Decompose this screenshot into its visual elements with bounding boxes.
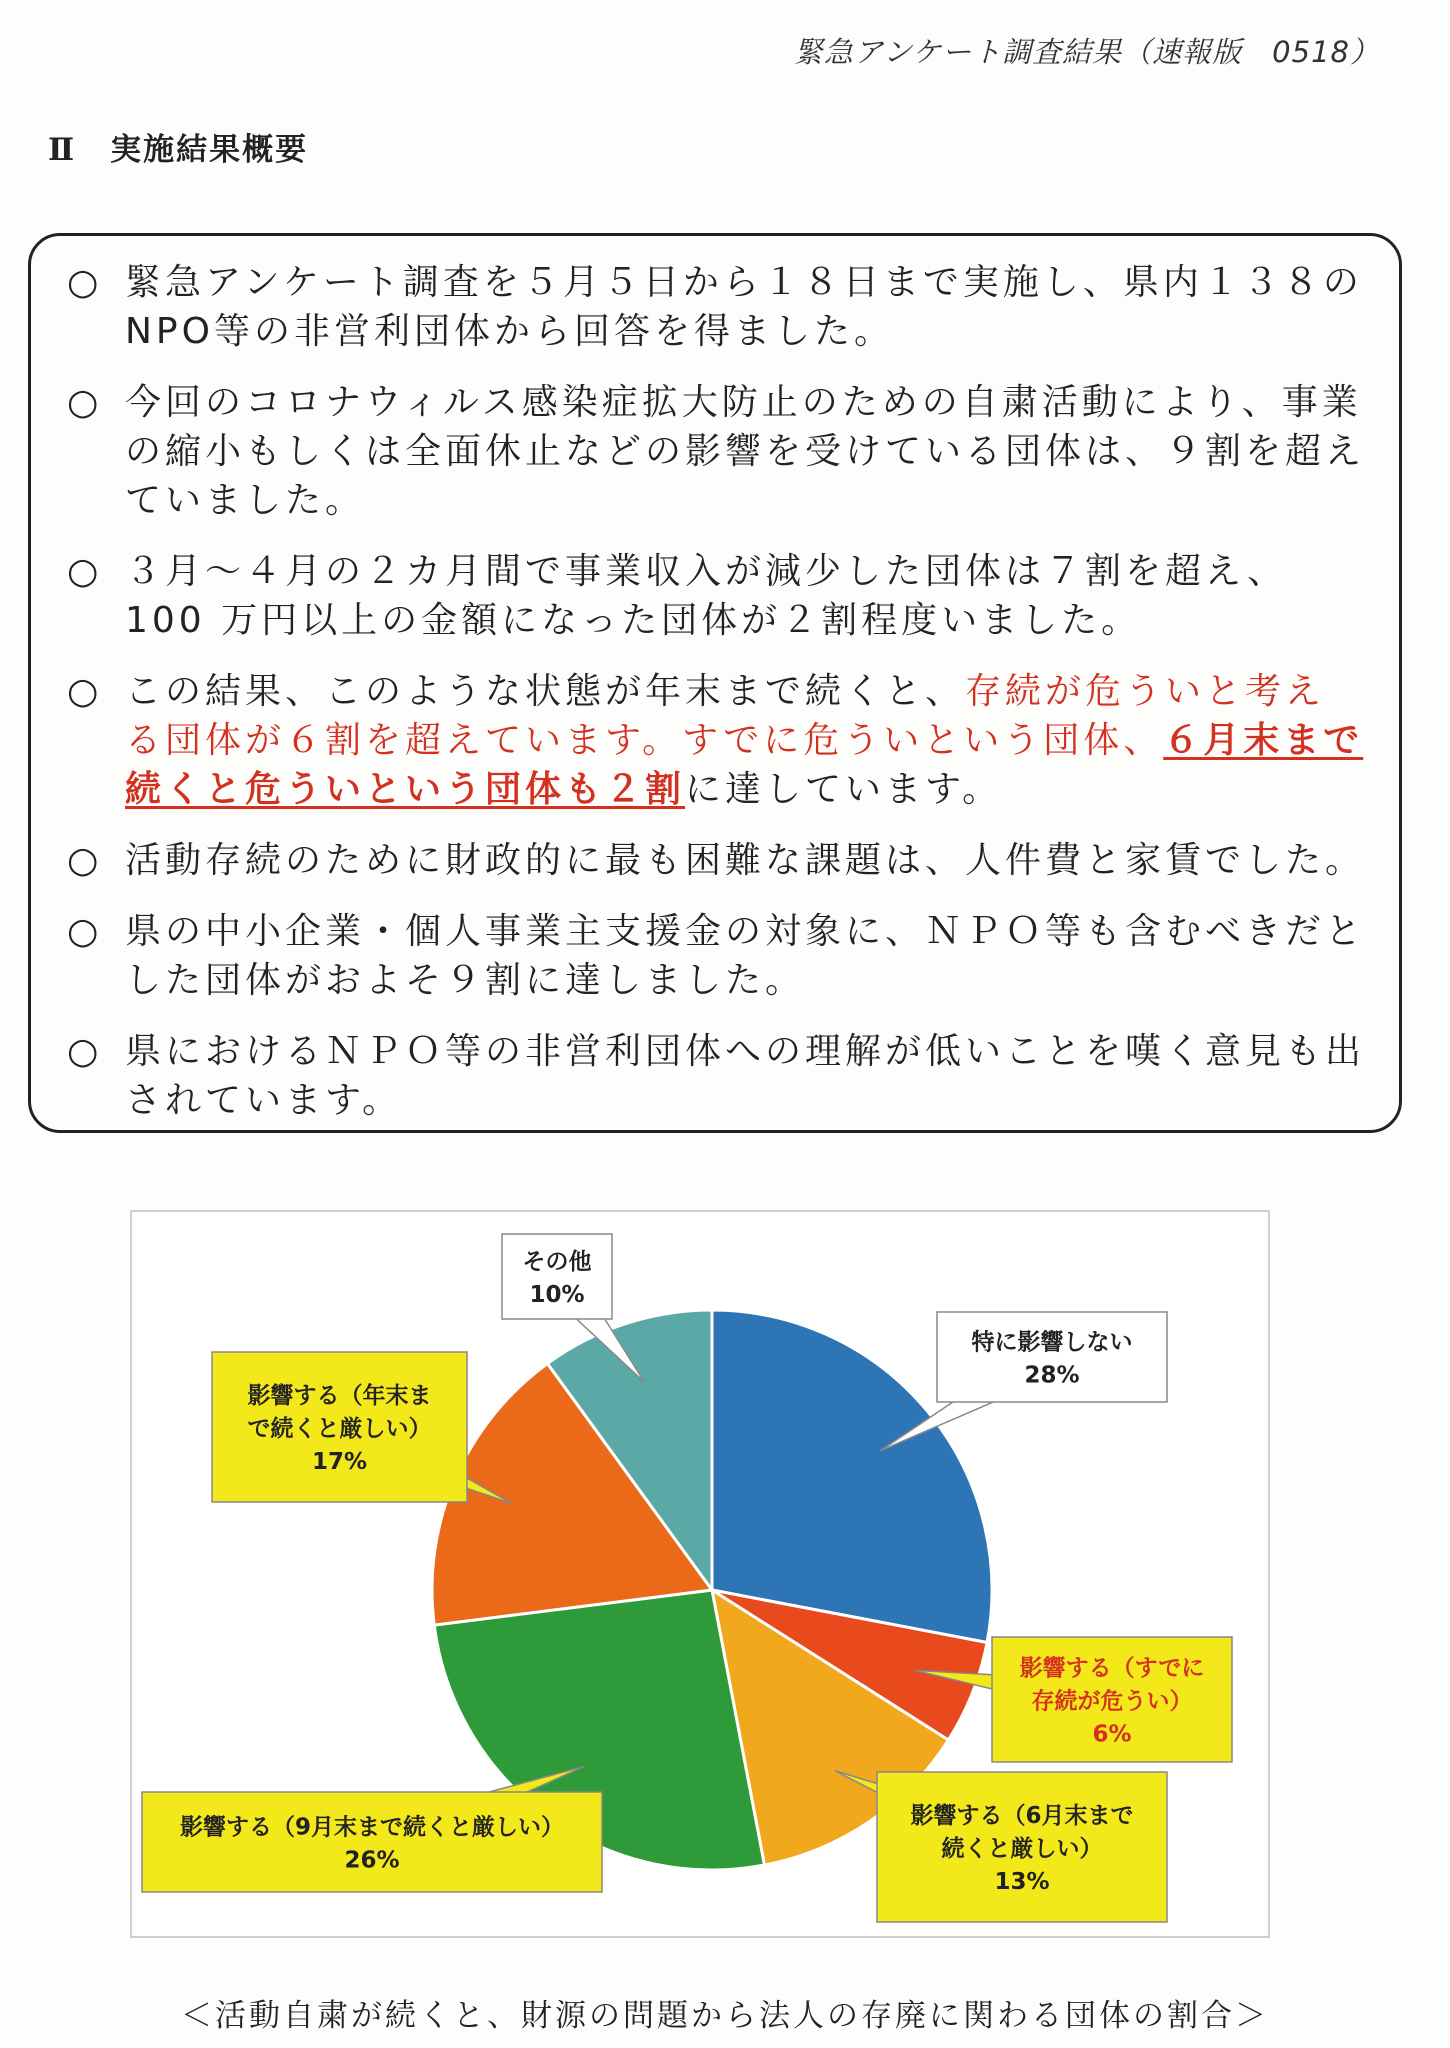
bullet-circle-icon: ○ xyxy=(67,840,103,881)
pie-chart-frame xyxy=(130,1210,1270,1938)
bullet-text: ３月～４月の２カ月間で事業収入が減少した団体は７割を超え、100 万円以上の金額になった団体が２割程度いました。 xyxy=(125,551,1288,641)
bullet-text: 緊急アンケート調査を５月５日から１８日まで実施し、県内１３８のNPO等の非営利団体から回答を得ました。 xyxy=(125,262,1363,352)
slice-category-label: 影響する（6月末まで xyxy=(910,1803,1134,1829)
slice-value-label: 28% xyxy=(1024,1362,1080,1389)
bullet-text: この結果、このような状態が年末まで続くと、 xyxy=(125,671,966,712)
slice-value-label: 17% xyxy=(311,1449,368,1475)
bullet-text: 県におけるＮＰＯ等の非営利団体への理解が低いことを嘆く意見も出されています。 xyxy=(125,1031,1366,1121)
slice-value-label: 6% xyxy=(1092,1721,1132,1748)
section-title-text: 実施結果概要 xyxy=(110,132,309,168)
bullet-circle-icon: ○ xyxy=(67,1031,103,1072)
slice-category-label: 影響する（9月末まで続くと厳しい） xyxy=(179,1814,565,1841)
callout-box xyxy=(142,1792,602,1892)
bullet-text-red: 存続が危ういと考える団体が６割を超えています。すでに危ういという団体、 xyxy=(125,671,1326,761)
summary-bullet-highlight xyxy=(67,667,1365,814)
summary-bullet xyxy=(67,258,1365,356)
pie-chart xyxy=(132,1212,1272,1940)
slice-category-label: その他 xyxy=(522,1249,592,1275)
summary-bullet xyxy=(67,378,1365,525)
bullet-circle-icon: ○ xyxy=(67,382,103,423)
callout-box xyxy=(937,1312,1167,1402)
slice-category-label: 影響する（すでに xyxy=(1019,1655,1205,1682)
bullet-circle-icon: ○ xyxy=(67,262,103,303)
bullet-circle-icon: ○ xyxy=(67,911,103,952)
slice-value-label: 13% xyxy=(994,1869,1050,1895)
bullet-circle-icon: ○ xyxy=(67,551,103,592)
summary-bullet xyxy=(67,907,1365,1005)
slice-value-label: 10% xyxy=(529,1282,585,1308)
summary-bullet xyxy=(67,1027,1365,1125)
bullet-text-red-underline: ６月末まで続くと危ういという団体も２割 xyxy=(125,720,1364,810)
section-title xyxy=(48,124,308,169)
summary-bullet xyxy=(67,836,1365,885)
bullet-text: に達しています。 xyxy=(685,769,1003,810)
summary-box xyxy=(28,233,1402,1133)
bullet-text: 県の中小企業・個人事業主支援金の対象に、ＮＰＯ等も含むべきだとした団体がおよそ９割に達しました。 xyxy=(125,911,1366,1001)
summary-bullet xyxy=(67,547,1365,645)
slice-category-label: で続くと厳しい） xyxy=(247,1416,432,1442)
slice-value-label: 26% xyxy=(344,1847,400,1874)
bullet-text: 活動存続のために財政的に最も困難な課題は、人件費と家賃でした。 xyxy=(125,840,1366,881)
bullet-circle-icon: ○ xyxy=(67,671,103,712)
slice-category-label: 影響する（年末ま xyxy=(247,1383,432,1409)
chart-caption: ＜活動自粛が続くと、財源の問題から法人の存廃に関わる団体の割合＞ xyxy=(181,1998,1269,2034)
bullet-text: 今回のコロナウィルス感染症拡大防止のための自粛活動により、事業の縮小もしくは全面休止などの影響を受けている団体は、９割を超えていました。 xyxy=(125,382,1366,521)
document-header-note: 緊急アンケート調査結果（速報版 0518） xyxy=(793,35,1380,69)
slice-category-label: 続くと厳しい） xyxy=(941,1836,1103,1862)
slice-category-label: 特に影響しない xyxy=(971,1329,1133,1356)
slice-category-label: 存続が危うい） xyxy=(1031,1688,1193,1715)
section-number: Ⅱ xyxy=(48,132,77,168)
